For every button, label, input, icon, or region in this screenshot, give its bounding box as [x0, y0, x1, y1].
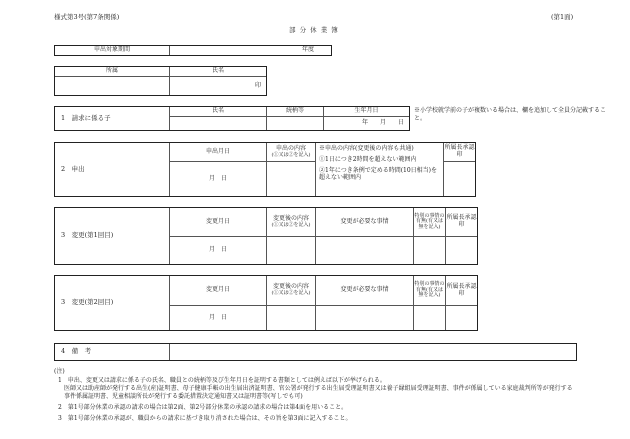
change-content-field[interactable]	[267, 306, 316, 331]
content-option-1: ①1日につき2時間を超えない範囲内	[319, 155, 417, 163]
period-field[interactable]	[170, 46, 332, 56]
note-item-3: 3 第1号部分休業の承認が、職員からの請求に基づき取り消された場合は、その旨を第3面に記入すること。	[58, 415, 352, 422]
request-content-title: 申出の内容	[275, 144, 306, 152]
approval-seal-field[interactable]	[444, 162, 476, 197]
request-content-header	[267, 143, 316, 162]
change-content-title: 変更後の内容	[272, 283, 309, 291]
child-name-header: 氏名	[170, 107, 267, 117]
period-table	[54, 45, 332, 56]
special-circumstance-field[interactable]	[414, 306, 446, 331]
request-date-field[interactable]: 月 日	[170, 162, 267, 197]
name-header: 氏名	[170, 67, 267, 77]
approval-header: 所属長承認印	[444, 143, 476, 162]
year-suffix: 年度	[301, 46, 314, 54]
section1-side-note: ※小学校就学前の子が複数いる場合は、欄を追加して全員分記載すること。	[414, 107, 607, 122]
remarks-field[interactable]	[170, 344, 577, 361]
change-date-field[interactable]: 月 日	[170, 237, 267, 265]
section4-table	[54, 343, 577, 361]
page-label: (第1面)	[551, 13, 574, 21]
change-content-sub: (①又は②を記入)	[271, 221, 311, 228]
approval-seal-field[interactable]	[446, 306, 478, 331]
special-circumstance-header: 特別の事情の有無(有又は無を記入)	[414, 276, 446, 306]
birthdate-field[interactable]: 年 月 日	[324, 117, 410, 131]
birthdate-header: 生年月日	[324, 107, 410, 117]
section2-table	[54, 142, 476, 197]
section1-table	[54, 106, 410, 131]
change-content-sub: (①又は②を記入)	[271, 290, 311, 297]
change-date-field[interactable]: 月 日	[170, 306, 267, 331]
section2-label: 2 申出	[55, 143, 170, 197]
child-name-field[interactable]	[170, 117, 267, 131]
note-item-2: 2 第1号部分休業の承認の請求の場合は第2面、第2号部分休業の承認の請求の場合は第4面を用いること。	[58, 404, 348, 411]
special-circumstance-field[interactable]	[414, 237, 446, 265]
relation-header: 続柄等	[267, 107, 324, 117]
change-content-field[interactable]	[267, 237, 316, 265]
change-reason-field[interactable]	[316, 237, 414, 265]
form-number: 様式第3号(第7条関係)	[54, 13, 120, 21]
change-content-header	[267, 208, 316, 237]
section3-first-label: 3 変更(第1回目)	[55, 208, 170, 265]
request-date-header: 申出月日	[170, 143, 267, 162]
request-content-field[interactable]	[267, 162, 316, 197]
content-note-title: ※申出の内容(変更後の内容も共通)	[319, 145, 414, 152]
approval-header: 所属長承認印	[446, 276, 478, 306]
request-content-options	[316, 143, 444, 197]
affiliation-field[interactable]	[55, 77, 170, 96]
special-circumstance-header: 特別の事情の有無(有又は無を記入)	[414, 208, 446, 237]
change-date-header: 変更月日	[170, 276, 267, 306]
section3-second-table	[54, 275, 478, 331]
change-content-header	[267, 276, 316, 306]
change-reason-field[interactable]	[316, 306, 414, 331]
note-item-1-detail: 医師又は助産師が発行する出生(産)証明書、母子健康手帳の出生届出済証明書、官公署が発行する出生届受理証明書又は養子縁組届受理証明書、事件が係属している家庭裁判所等が発行する事件係属証明書、児童相談所長が発行する委託措置決定通知書又は証明書等(写しでも可)	[64, 385, 573, 400]
change-content-title: 変更後の内容	[272, 214, 309, 222]
note-item-1: 1 申出、変更又は請求に係る子の氏名、職員との続柄等及び生年月日を証明する書類としては例えば以下が挙げられる。	[58, 377, 386, 384]
notes-heading: (注)	[54, 368, 65, 375]
change-reason-header: 変更が必要な事情	[316, 276, 414, 306]
section4-label: 4 備 考	[55, 344, 170, 361]
affiliation-table	[54, 66, 267, 96]
change-reason-header: 変更が必要な事情	[316, 208, 414, 237]
section3-first-table	[54, 207, 478, 265]
section1-label: 1 請求に係る子	[55, 107, 170, 131]
relation-field[interactable]	[267, 117, 324, 131]
seal-mark: 印	[254, 81, 261, 89]
content-option-2: ②1年につき条例で定める時間(10日相当)を超えない範囲内	[319, 166, 438, 181]
section3-second-label: 3 変更(第2回目)	[55, 276, 170, 331]
change-date-header: 変更月日	[170, 208, 267, 237]
affiliation-header: 所属	[55, 67, 170, 77]
approval-seal-field[interactable]	[446, 237, 478, 265]
page-title: 部 分 休 業 簿	[289, 26, 339, 34]
period-label: 申出対象期間	[55, 46, 170, 56]
request-content-sub: (①又は②を記入)	[271, 151, 311, 158]
approval-header: 所属長承認印	[446, 208, 478, 237]
name-field[interactable]	[170, 77, 267, 96]
